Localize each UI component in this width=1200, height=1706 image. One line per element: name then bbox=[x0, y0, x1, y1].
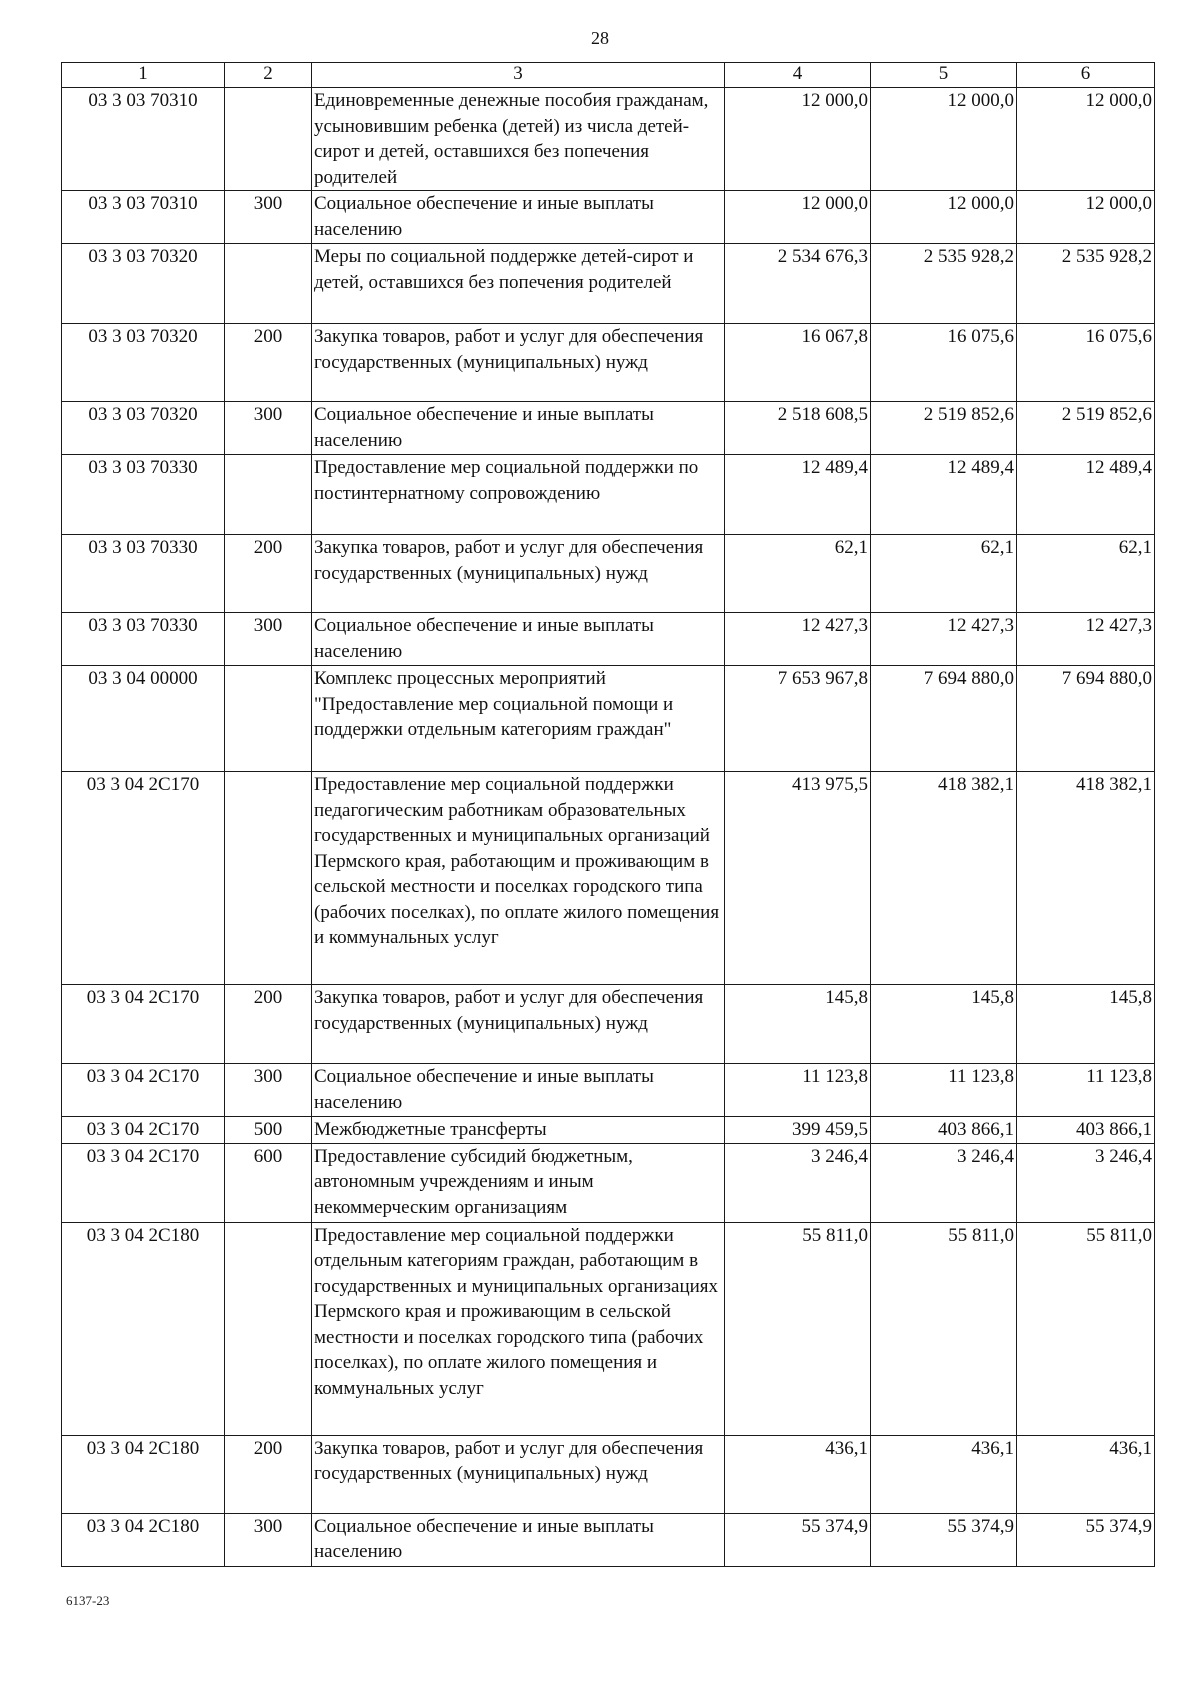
cell-expense-type-code: 300 bbox=[225, 1064, 312, 1117]
cell-amount-year-2: 7 694 880,0 bbox=[871, 666, 1017, 772]
cell-target-article-code: 03 3 04 00000 bbox=[62, 666, 225, 772]
cell-amount-year-2: 145,8 bbox=[871, 985, 1017, 1064]
cell-amount-year-3: 12 427,3 bbox=[1017, 613, 1155, 666]
header-col-5: 5 bbox=[871, 63, 1017, 88]
budget-table bbox=[61, 62, 1155, 1567]
table-row bbox=[62, 985, 1155, 1064]
cell-amount-year-1: 413 975,5 bbox=[725, 772, 871, 985]
cell-amount-year-2: 55 811,0 bbox=[871, 1222, 1017, 1435]
cell-description: Закупка товаров, работ и услуг для обеспечения государственных (муниципальных) нужд bbox=[312, 1435, 725, 1513]
header-col-6: 6 bbox=[1017, 63, 1155, 88]
table-row bbox=[62, 1222, 1155, 1435]
cell-amount-year-1: 55 374,9 bbox=[725, 1513, 871, 1566]
cell-amount-year-3: 12 000,0 bbox=[1017, 88, 1155, 191]
cell-amount-year-3: 7 694 880,0 bbox=[1017, 666, 1155, 772]
cell-amount-year-3: 418 382,1 bbox=[1017, 772, 1155, 985]
cell-amount-year-1: 12 000,0 bbox=[725, 191, 871, 244]
cell-expense-type-code bbox=[225, 772, 312, 985]
table-row bbox=[62, 244, 1155, 324]
cell-amount-year-1: 2 534 676,3 bbox=[725, 244, 871, 324]
header-col-1: 1 bbox=[62, 63, 225, 88]
cell-amount-year-2: 11 123,8 bbox=[871, 1064, 1017, 1117]
table-row bbox=[62, 666, 1155, 772]
cell-amount-year-2: 55 374,9 bbox=[871, 1513, 1017, 1566]
cell-amount-year-2: 12 000,0 bbox=[871, 88, 1017, 191]
cell-description: Предоставление мер социальной поддержки отдельным категориям граждан, работающим в государственных и муниципальных организациях Пермского края и проживающим в сельской местности и поселках городского типа (рабочих поселках), по оплате жилого помещения и коммунальных услуг bbox=[312, 1222, 725, 1435]
table-row bbox=[62, 535, 1155, 613]
table-row bbox=[62, 1513, 1155, 1566]
table-row bbox=[62, 613, 1155, 666]
cell-target-article-code: 03 3 03 70320 bbox=[62, 244, 225, 324]
cell-amount-year-1: 399 459,5 bbox=[725, 1117, 871, 1144]
table-row bbox=[62, 455, 1155, 535]
table-row bbox=[62, 1143, 1155, 1222]
cell-expense-type-code bbox=[225, 455, 312, 535]
table-row bbox=[62, 1117, 1155, 1144]
cell-amount-year-2: 3 246,4 bbox=[871, 1143, 1017, 1222]
table-row bbox=[62, 1435, 1155, 1513]
cell-description: Меры по социальной поддержке детей-сирот и детей, оставшихся без попечения родителей bbox=[312, 244, 725, 324]
cell-expense-type-code: 600 bbox=[225, 1143, 312, 1222]
cell-description: Предоставление субсидий бюджетным, автономным учреждениям и иным некоммерческим организациям bbox=[312, 1143, 725, 1222]
cell-amount-year-3: 12 000,0 bbox=[1017, 191, 1155, 244]
table-row bbox=[62, 1064, 1155, 1117]
cell-amount-year-1: 11 123,8 bbox=[725, 1064, 871, 1117]
cell-amount-year-2: 2 519 852,6 bbox=[871, 402, 1017, 455]
cell-target-article-code: 03 3 03 70310 bbox=[62, 88, 225, 191]
cell-amount-year-3: 3 246,4 bbox=[1017, 1143, 1155, 1222]
cell-amount-year-2: 12 000,0 bbox=[871, 191, 1017, 244]
cell-amount-year-3: 2 535 928,2 bbox=[1017, 244, 1155, 324]
cell-amount-year-1: 436,1 bbox=[725, 1435, 871, 1513]
cell-description: Предоставление мер социальной поддержки по постинтернатному сопровождению bbox=[312, 455, 725, 535]
cell-expense-type-code bbox=[225, 88, 312, 191]
cell-target-article-code: 03 3 03 70310 bbox=[62, 191, 225, 244]
cell-target-article-code: 03 3 04 2С170 bbox=[62, 1064, 225, 1117]
cell-target-article-code: 03 3 03 70330 bbox=[62, 535, 225, 613]
cell-target-article-code: 03 3 04 2С170 bbox=[62, 1117, 225, 1144]
table-row bbox=[62, 191, 1155, 244]
cell-description: Социальное обеспечение и иные выплаты населению bbox=[312, 613, 725, 666]
cell-expense-type-code: 300 bbox=[225, 191, 312, 244]
cell-amount-year-1: 12 489,4 bbox=[725, 455, 871, 535]
cell-amount-year-3: 403 866,1 bbox=[1017, 1117, 1155, 1144]
cell-amount-year-1: 12 427,3 bbox=[725, 613, 871, 666]
cell-amount-year-3: 145,8 bbox=[1017, 985, 1155, 1064]
cell-target-article-code: 03 3 04 2С170 bbox=[62, 1143, 225, 1222]
cell-description: Закупка товаров, работ и услуг для обеспечения государственных (муниципальных) нужд bbox=[312, 535, 725, 613]
cell-target-article-code: 03 3 04 2С180 bbox=[62, 1222, 225, 1435]
header-col-4: 4 bbox=[725, 63, 871, 88]
cell-amount-year-1: 145,8 bbox=[725, 985, 871, 1064]
cell-amount-year-3: 55 811,0 bbox=[1017, 1222, 1155, 1435]
cell-amount-year-1: 12 000,0 bbox=[725, 88, 871, 191]
cell-amount-year-2: 16 075,6 bbox=[871, 324, 1017, 402]
page-number: 28 bbox=[591, 28, 609, 48]
table-row bbox=[62, 402, 1155, 455]
cell-amount-year-2: 12 489,4 bbox=[871, 455, 1017, 535]
cell-amount-year-3: 16 075,6 bbox=[1017, 324, 1155, 402]
cell-expense-type-code: 300 bbox=[225, 402, 312, 455]
cell-description: Социальное обеспечение и иные выплаты населению bbox=[312, 1064, 725, 1117]
cell-description: Социальное обеспечение и иные выплаты населению bbox=[312, 191, 725, 244]
cell-target-article-code: 03 3 03 70320 bbox=[62, 402, 225, 455]
header-col-3: 3 bbox=[312, 63, 725, 88]
cell-description: Единовременные денежные пособия гражданам, усыновившим ребенка (детей) из числа детей-сирот и детей, оставшихся без попечения родителей bbox=[312, 88, 725, 191]
cell-expense-type-code bbox=[225, 666, 312, 772]
cell-description: Социальное обеспечение и иные выплаты населению bbox=[312, 1513, 725, 1566]
table-row bbox=[62, 772, 1155, 985]
table-row bbox=[62, 88, 1155, 191]
cell-amount-year-1: 55 811,0 bbox=[725, 1222, 871, 1435]
cell-target-article-code: 03 3 04 2С180 bbox=[62, 1513, 225, 1566]
cell-target-article-code: 03 3 03 70330 bbox=[62, 613, 225, 666]
cell-amount-year-2: 403 866,1 bbox=[871, 1117, 1017, 1144]
cell-target-article-code: 03 3 04 2С170 bbox=[62, 985, 225, 1064]
cell-expense-type-code: 200 bbox=[225, 324, 312, 402]
cell-amount-year-1: 3 246,4 bbox=[725, 1143, 871, 1222]
cell-amount-year-2: 436,1 bbox=[871, 1435, 1017, 1513]
cell-target-article-code: 03 3 03 70320 bbox=[62, 324, 225, 402]
cell-expense-type-code bbox=[225, 1222, 312, 1435]
header-col-2: 2 bbox=[225, 63, 312, 88]
cell-description: Межбюджетные трансферты bbox=[312, 1117, 725, 1144]
header-row bbox=[62, 63, 1155, 88]
cell-expense-type-code bbox=[225, 244, 312, 324]
cell-target-article-code: 03 3 03 70330 bbox=[62, 455, 225, 535]
cell-amount-year-1: 7 653 967,8 bbox=[725, 666, 871, 772]
cell-amount-year-2: 418 382,1 bbox=[871, 772, 1017, 985]
cell-amount-year-3: 62,1 bbox=[1017, 535, 1155, 613]
cell-amount-year-1: 62,1 bbox=[725, 535, 871, 613]
cell-expense-type-code: 300 bbox=[225, 613, 312, 666]
table-row bbox=[62, 324, 1155, 402]
cell-target-article-code: 03 3 04 2С170 bbox=[62, 772, 225, 985]
cell-amount-year-1: 16 067,8 bbox=[725, 324, 871, 402]
cell-description: Закупка товаров, работ и услуг для обеспечения государственных (муниципальных) нужд bbox=[312, 985, 725, 1064]
cell-target-article-code: 03 3 04 2С180 bbox=[62, 1435, 225, 1513]
cell-amount-year-3: 11 123,8 bbox=[1017, 1064, 1155, 1117]
document-code: 6137-23 bbox=[66, 1593, 110, 1608]
cell-expense-type-code: 500 bbox=[225, 1117, 312, 1144]
cell-amount-year-3: 436,1 bbox=[1017, 1435, 1155, 1513]
cell-amount-year-1: 2 518 608,5 bbox=[725, 402, 871, 455]
cell-amount-year-3: 2 519 852,6 bbox=[1017, 402, 1155, 455]
cell-expense-type-code: 200 bbox=[225, 535, 312, 613]
cell-expense-type-code: 200 bbox=[225, 985, 312, 1064]
cell-expense-type-code: 200 bbox=[225, 1435, 312, 1513]
cell-expense-type-code: 300 bbox=[225, 1513, 312, 1566]
cell-description: Социальное обеспечение и иные выплаты населению bbox=[312, 402, 725, 455]
cell-amount-year-2: 2 535 928,2 bbox=[871, 244, 1017, 324]
cell-description: Комплекс процессных мероприятий "Предоставление мер социальной помощи и поддержки отдельным категориям граждан" bbox=[312, 666, 725, 772]
cell-amount-year-3: 55 374,9 bbox=[1017, 1513, 1155, 1566]
cell-amount-year-2: 12 427,3 bbox=[871, 613, 1017, 666]
cell-description: Предоставление мер социальной поддержки педагогическим работникам образовательных государственных и муниципальных организаций Пермского края, работающим и проживающим в сельской местности и поселках городского типа (рабочих поселках), по оплате жилого помещения и коммунальных услуг bbox=[312, 772, 725, 985]
cell-description: Закупка товаров, работ и услуг для обеспечения государственных (муниципальных) нужд bbox=[312, 324, 725, 402]
table-body bbox=[62, 88, 1155, 1567]
cell-amount-year-2: 62,1 bbox=[871, 535, 1017, 613]
cell-amount-year-3: 12 489,4 bbox=[1017, 455, 1155, 535]
